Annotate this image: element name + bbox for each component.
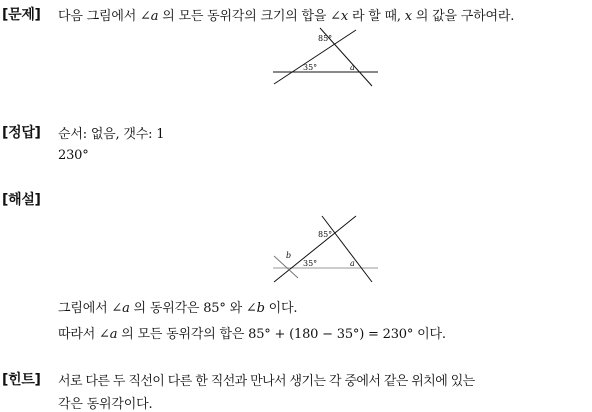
angle-left-label: 35° [303, 63, 318, 72]
angle-b-label: b [286, 251, 292, 260]
transversal-left [274, 216, 356, 282]
angle-top-label: 85° [318, 34, 333, 43]
angle-a-label: a [350, 63, 355, 72]
problem-figure [268, 24, 383, 90]
answer-value: 230° [58, 148, 89, 163]
angle-left-label: 35° [303, 259, 318, 268]
explanation-line1: 그림에서 ∠a 의 동위각은 85° 와 ∠b 이다. [58, 301, 298, 316]
answer-label: [정답] [2, 125, 41, 141]
explanation-label: [해설] [2, 192, 41, 208]
hint-line1: 서로 다른 두 직선이 다른 한 직선과 만나서 생기는 각 중에서 같은 위치에 있는 [58, 374, 475, 389]
problem-label: [문제] [2, 7, 41, 23]
explanation-figure [268, 212, 383, 288]
explanation-line2: 따라서 ∠a 의 모든 동위각의 합은 85° + (180 − 35°) = 230° 이다. [58, 327, 446, 342]
hint-label: [힌트] [2, 372, 41, 388]
transversal-right [322, 216, 372, 282]
problem-text: 다음 그림에서 ∠a 의 모든 동위각의 크기의 합을 ∠x 라 할 때, x 의 값을 구하여라. [58, 9, 515, 24]
angle-a-label: a [350, 259, 355, 268]
angle-top-label: 85° [318, 230, 333, 239]
answer-line1: 순서: 없음, 갯수: 1 [58, 127, 165, 142]
transversal-left [274, 30, 356, 84]
hint-line2: 각은 동위각이다. [58, 397, 153, 412]
